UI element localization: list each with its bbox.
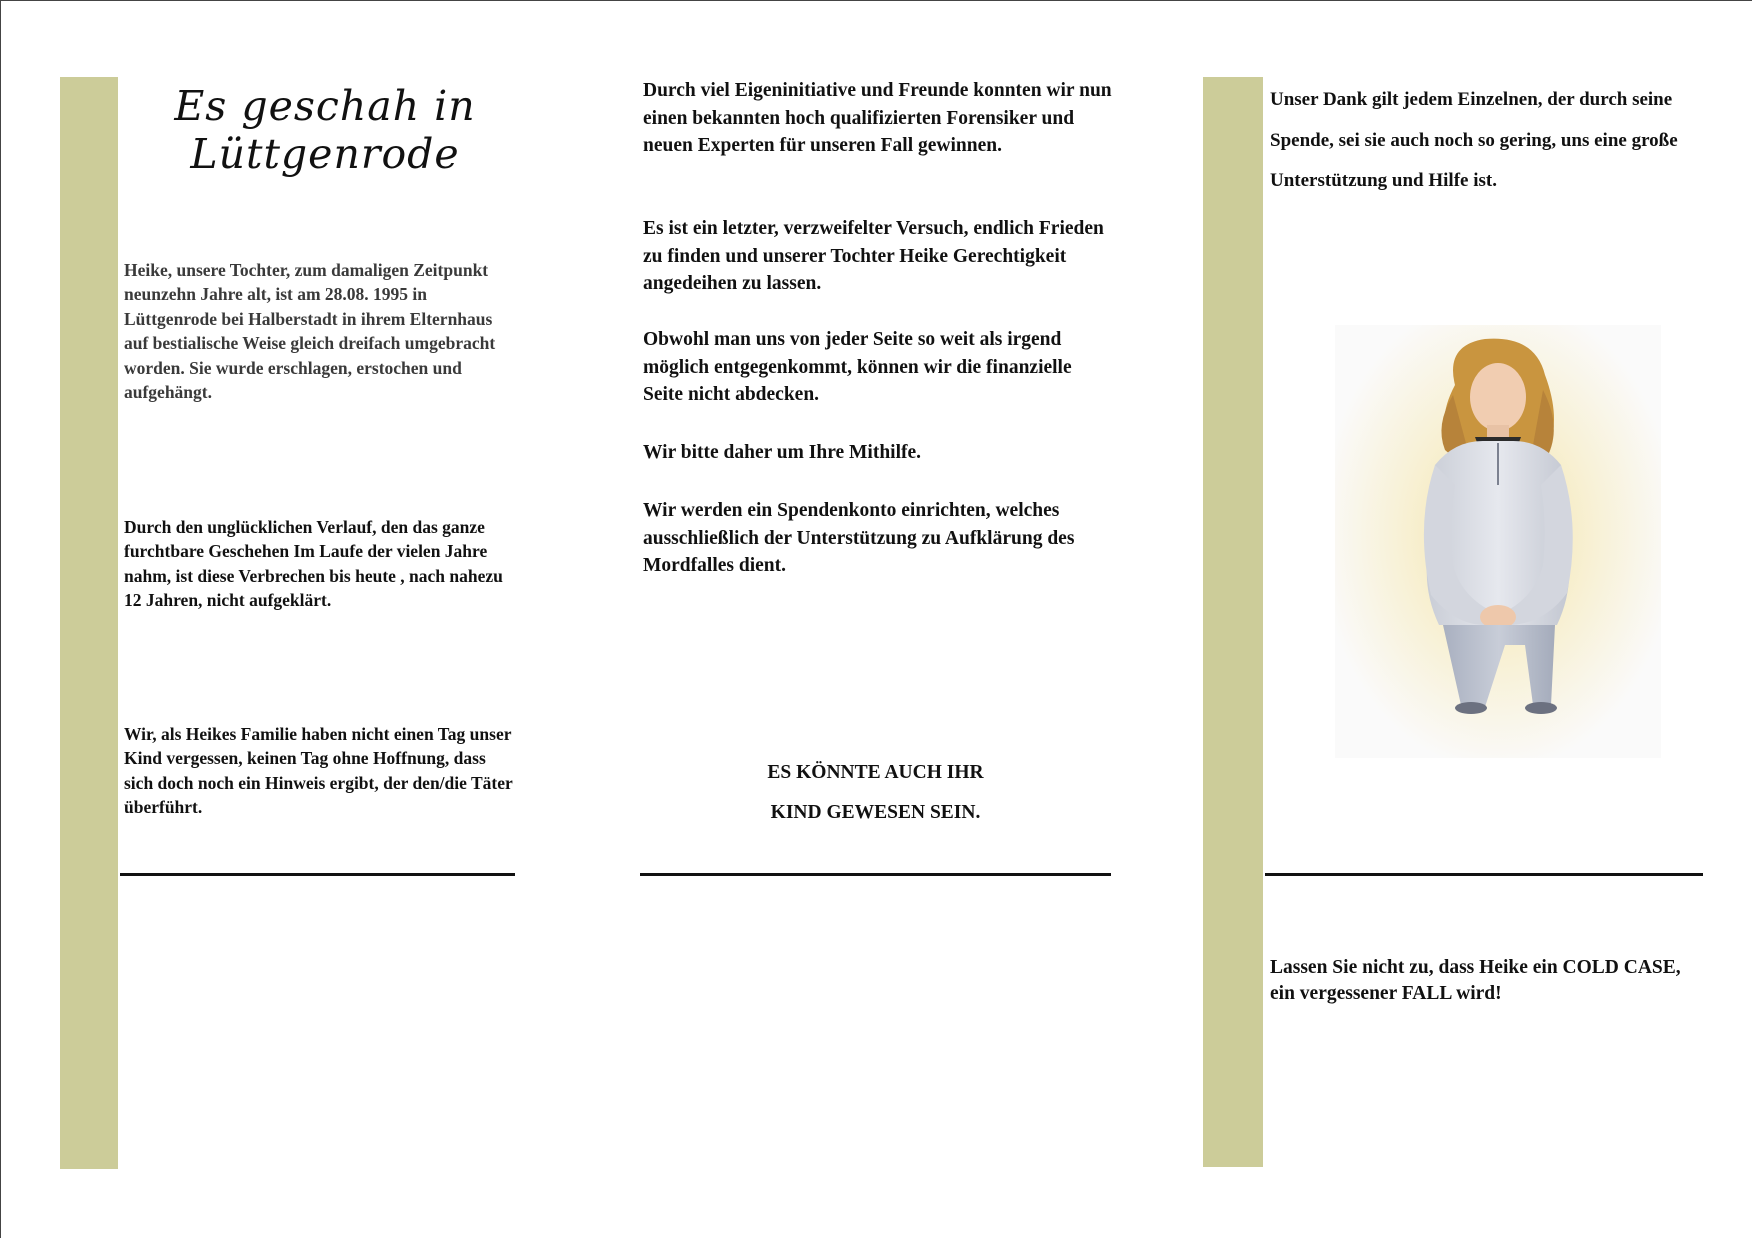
left-accent-stripe: [60, 77, 118, 1169]
thanks-paragraph: Unser Dank gilt jedem Einzelnen, der durch seine Spende, sei sie auch noch so gering, uns eine große Unterstützung und Hilfe ist.: [1270, 89, 1678, 191]
intro-paragraph: Heike, unsere Tochter, zum damaligen Zeitpunkt neunzehn Jahre alt, ist am 28.08. 1995 in Lüttgenrode bei Halberstadt in ihrem Elternhaus auf bestialische Weise gleich dreifach umgebracht worden. Sie wurde erschlagen, erstochen und aufgehängt.: [124, 260, 496, 403]
case-status-paragraph: Durch den unglücklichen Verlauf, den das ganze furchtbare Geschehen Im Laufe der vielen Jahre nahm, ist diese Verbrechen bis heute , nach nahezu 12 Jahren, nicht aufgeklärt.: [124, 517, 503, 611]
slogan-line-1: ES KÖNNTE AUCH IHR: [767, 762, 984, 783]
donation-account-paragraph: Wir werden ein Spendenkonto einrichten, welches ausschließlich der Unterstützung zu Aufklärung des Mordfalles dient.: [643, 500, 1075, 576]
left-divider: [120, 873, 515, 876]
last-attempt-paragraph: Es ist ein letzter, verzweifelter Versuch, endlich Frieden zu finden und unserer Tochter Heike Gerechtigkeit angedeihen zu lassen.: [643, 218, 1104, 294]
forensic-expert-paragraph: Durch viel Eigeninitiative und Freunde konnten wir nun einen bekannten hoch qualifizierten Forensiker und neuen Experten für unseren Fall gewinnen.: [643, 80, 1112, 156]
family-paragraph: Wir, als Heikes Familie haben nicht einen Tag unser Kind vergessen, keinen Tag ohne Hoffnung, dass sich doch noch ein Hinweis ergibt, der den/die Täter überführt.: [124, 724, 513, 818]
victim-photo: [1335, 325, 1661, 758]
right-divider: [1265, 873, 1703, 876]
slogan-line-2: KIND GEWESEN SEIN.: [770, 802, 981, 823]
right-accent-stripe: [1203, 77, 1263, 1167]
request-help-paragraph: Wir bitte daher um Ihre Mithilfe.: [643, 442, 922, 463]
brochure-title: Es geschah in Lüttgenrode: [174, 82, 476, 178]
slogan: [640, 753, 1111, 833]
closing-appeal: Lassen Sie nicht zu, dass Heike ein COLD CASE, ein vergessener FALL wird!: [1270, 957, 1681, 1004]
middle-divider: [640, 873, 1111, 876]
financial-paragraph: Obwohl man uns von jeder Seite so weit als irgend möglich entgegenkommt, können wir die finanzielle Seite nicht abdecken.: [643, 329, 1072, 405]
